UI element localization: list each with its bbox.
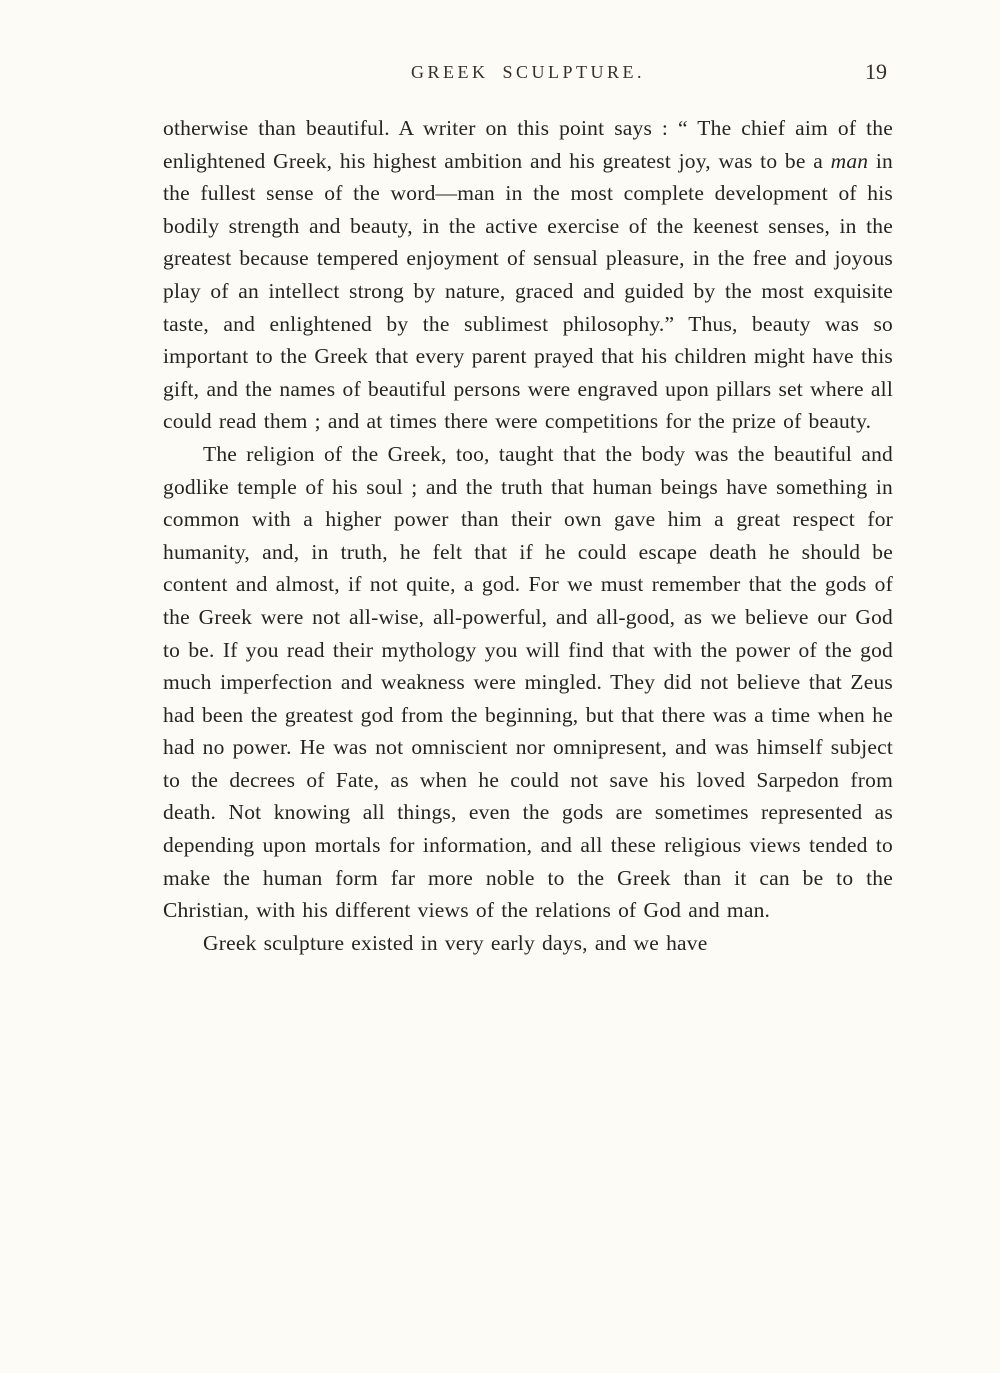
paragraph-1 (163, 112, 893, 438)
paragraph-1-text-after-italic: in the fullest sense of the word—man in the most complete development of his bodily strength and beauty, in the active exercise of the keenest senses, in the greatest because tempered enjoyment of sensual pleasure, in the free and joyous play of an intellect strong by nature, graced and guided by the most exquisite taste, and enlightened by the sublimest philosophy.” Thus, beauty was so important to the Greek that every parent prayed that his children might have this gift, and the names of beautiful persons were engraved upon pillars set where all could read them ; and at times there were competitions for the prize of beauty. (163, 148, 893, 434)
paragraph-1-italic-word: man (830, 148, 869, 173)
running-title: GREEK SCULPTURE. (410, 62, 645, 82)
text-block (163, 112, 893, 959)
page-header (163, 59, 893, 92)
paragraph-1-text-before-italic: otherwise than beautiful. A writer on this point says : “ The chief aim of the enlightened Greek, his highest ambition and his greatest joy, was to be a (163, 116, 893, 173)
paragraph-2: The religion of the Greek, too, taught that the body was the beautiful and godlike temple of his soul ; and the truth that human beings have something in common with a higher power than their own gave him a great respect for humanity, and, in truth, he felt that if he could escape death he should be content and almost, if not quite, a god. For we must remember that the gods of the Greek were not all-wise, all-powerful, and all-good, as we believe our God to be. If you read their mythology you will find that with the power of the god much imperfection and weakness were mingled. They did not believe that Zeus had been the greatest god from the beginning, but that there was a time when he had no power. He was not omniscient nor omnipresent, and was himself subject to the decrees of Fate, as when he could not save his loved Sarpedon from death. Not knowing all things, even the gods are sometimes represented as depending upon mortals for information, and all these religious views tended to make the human form far more noble to the Greek than it can be to the Christian, with his different views of the relations of God and man. (163, 441, 893, 923)
page-number: 19 (865, 59, 887, 84)
paragraph-3: Greek sculpture existed in very early days, and we have (203, 930, 708, 955)
